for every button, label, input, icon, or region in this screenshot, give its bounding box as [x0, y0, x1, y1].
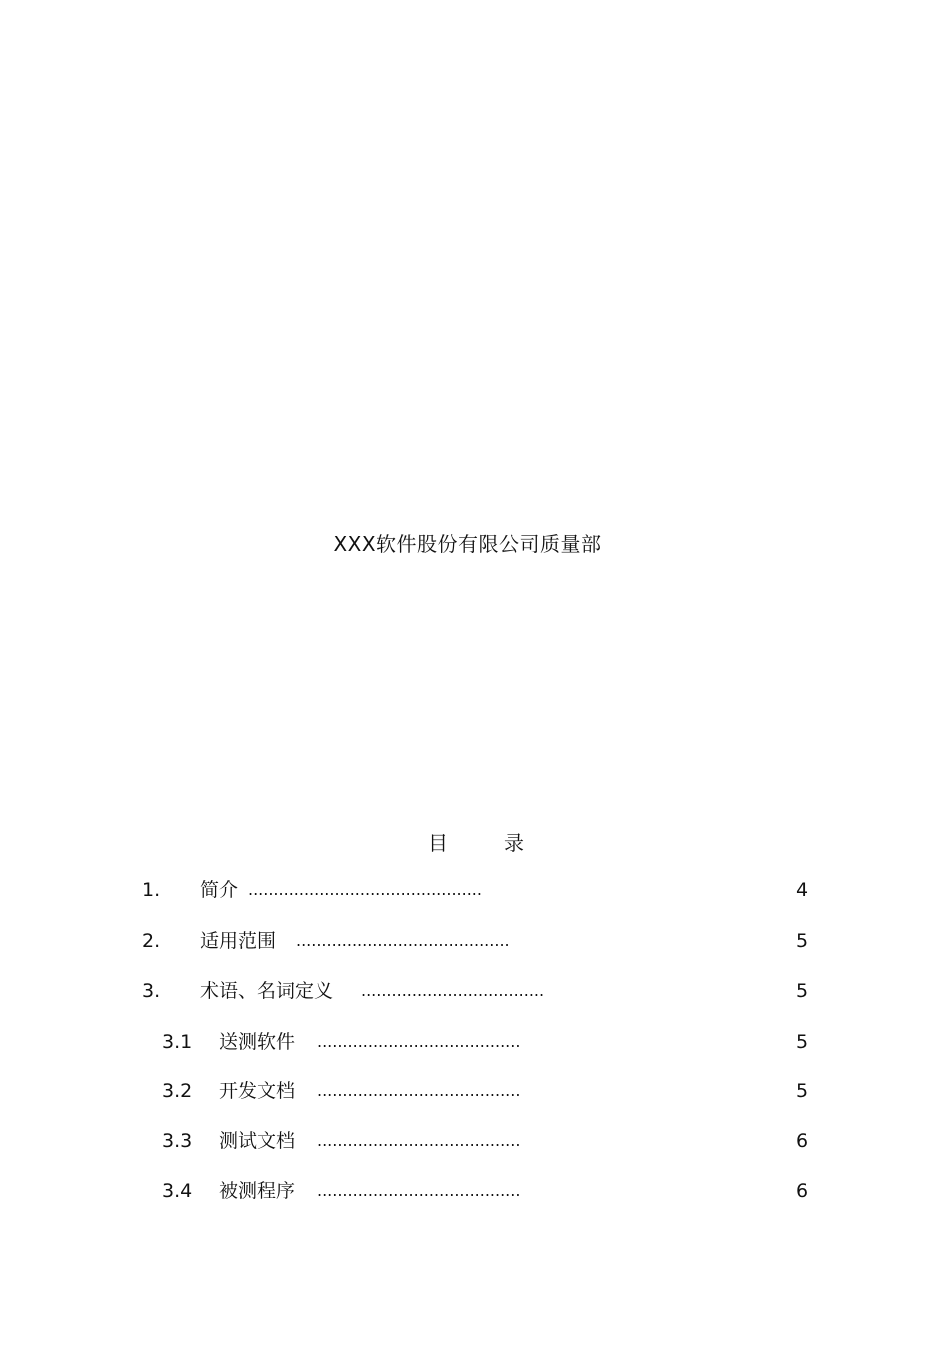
toc-entry-leader: ........................................ [317, 1181, 521, 1200]
toc-entry-page: 5 [796, 1080, 809, 1102]
toc-entry-title: 测试文档 [219, 1130, 296, 1152]
toc-entry-3[interactable] [0, 976, 950, 1006]
toc-entry-number: 2. [142, 930, 161, 952]
toc-entry-page: 5 [796, 1031, 809, 1053]
toc-entry-3-3[interactable] [0, 1126, 950, 1156]
toc-entry-page: 6 [796, 1180, 809, 1202]
toc-entry-leader: ........................................ [317, 1032, 521, 1051]
toc-entry-page: 5 [796, 980, 809, 1002]
toc-entry-page: 5 [796, 930, 809, 952]
toc-entry-title: 简介 [200, 879, 239, 901]
toc-entry-leader: ........................................ [317, 1131, 521, 1150]
toc-heading-char-2: 录 [504, 831, 524, 855]
toc-entry-3-1[interactable] [0, 1027, 950, 1057]
toc-entry-3-2[interactable] [0, 1076, 950, 1106]
toc-entry-2[interactable] [0, 926, 950, 956]
toc-entry-title: 适用范围 [200, 930, 277, 952]
toc-entry-number: 1. [142, 879, 161, 901]
toc-entry-number: 3.3 [162, 1130, 193, 1152]
toc-heading-char-1: 目 [428, 831, 448, 855]
toc-entry-leader: ........................................ [317, 1081, 521, 1100]
toc-entry-page: 6 [796, 1130, 809, 1152]
toc-entry-leader: .............................................. [248, 880, 482, 899]
toc-entry-1[interactable] [0, 875, 950, 905]
toc-entry-title: 术语、名词定义 [200, 980, 334, 1002]
toc-entry-title: 开发文档 [219, 1080, 296, 1102]
toc-entry-number: 3. [142, 980, 161, 1002]
toc-entry-number: 3.1 [162, 1031, 193, 1053]
toc-entry-leader: .................................... [361, 981, 545, 1000]
toc-entry-number: 3.4 [162, 1180, 193, 1202]
toc-entry-title: 送测软件 [219, 1031, 296, 1053]
toc-entry-number: 3.2 [162, 1080, 193, 1102]
toc-entry-leader: .......................................... [296, 931, 510, 950]
toc-entry-3-4[interactable] [0, 1176, 950, 1206]
toc-entry-page: 4 [796, 879, 809, 901]
company-name: XXX软件股份有限公司质量部 [333, 532, 602, 556]
toc-entry-title: 被测程序 [219, 1180, 296, 1202]
